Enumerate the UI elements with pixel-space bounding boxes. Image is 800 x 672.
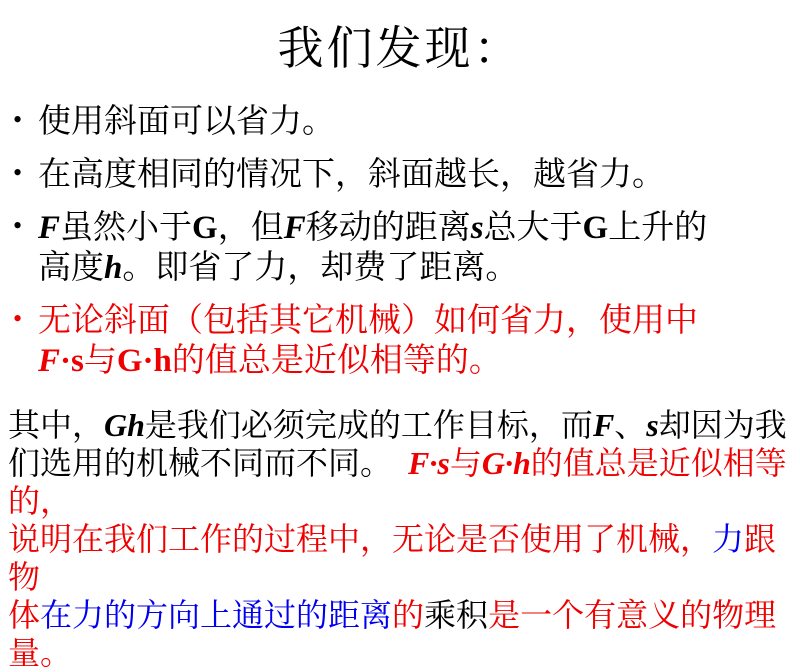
text-run: 使用斜面可以省力。 — [38, 104, 335, 140]
bullet-text — [38, 104, 335, 140]
text-run: F — [38, 343, 61, 379]
text-run: 的 — [392, 597, 425, 633]
text-run: 是我们必须完成的工作目标，而 — [144, 407, 593, 443]
text-run: 的值总是近似相等的。 — [171, 343, 502, 379]
text-run: 力 — [712, 521, 745, 557]
text-run: 其中， — [8, 407, 105, 443]
text-run: 的值总是近似相等的， — [8, 445, 787, 519]
text-run: 说明在我们工作的过程中，无论是否使用了机械， — [8, 521, 713, 557]
text-run: G·h — [116, 343, 172, 379]
text-run: ，但 — [217, 210, 284, 246]
bullet-list — [0, 102, 800, 381]
text-run: 与 — [83, 343, 117, 379]
bullet-marker: • — [13, 105, 23, 134]
text-run: 上升的 — [608, 210, 708, 246]
text-run: 们选用的机械不同而不同。 — [8, 445, 377, 481]
text-run: G·h — [481, 445, 531, 481]
text-run: 是一个有意义的物理量。 — [8, 597, 777, 671]
text-run: F — [283, 210, 306, 246]
text-run: 却因为我 — [658, 407, 787, 443]
text-run: 体 — [8, 597, 41, 633]
slide — [0, 22, 800, 671]
bullet-item — [0, 155, 794, 195]
bullet-text — [38, 303, 698, 379]
text-run: G — [582, 210, 609, 246]
text-run: 高度 — [38, 250, 104, 286]
text-run: F·s — [408, 445, 450, 481]
bullet-item — [0, 208, 794, 288]
text-run: 总大于 — [483, 210, 583, 246]
text-run: 在高度相同的情况下，斜面越长，越省力。 — [38, 157, 665, 193]
summary-paragraph — [0, 406, 800, 672]
bullet-marker: • — [13, 304, 23, 333]
text-run: 跟物 — [8, 521, 777, 595]
text-run: 乘积 — [424, 597, 489, 633]
text-run: F — [38, 210, 61, 246]
text-run — [376, 445, 408, 481]
text-run: G — [192, 210, 218, 246]
text-run: 无论斜面（包括其它机械）如何省力，使用中 — [38, 303, 698, 339]
text-run: h — [104, 250, 123, 286]
slide-title: 我们发现： — [277, 23, 523, 74]
bullet-item — [0, 301, 794, 381]
bullet-marker: • — [13, 211, 23, 240]
bullet-item — [0, 102, 794, 142]
text-run: s — [646, 407, 659, 443]
text-run: ·s — [60, 343, 84, 379]
text-run: 在力的方向上通过的距离 — [40, 597, 393, 633]
text-run: 移动的距离 — [305, 210, 471, 246]
text-run: 与 — [449, 445, 482, 481]
text-run: s — [470, 210, 484, 246]
bullet-text — [38, 210, 707, 286]
bullet-marker: • — [13, 158, 23, 187]
text-run: 虽然小于 — [60, 210, 193, 246]
text-run: 。即省了力，却费了距离。 — [122, 250, 519, 286]
text-run: F — [592, 407, 615, 443]
bullet-text — [38, 157, 665, 193]
text-run: Gh — [104, 407, 145, 443]
text-run: 、 — [614, 407, 647, 443]
